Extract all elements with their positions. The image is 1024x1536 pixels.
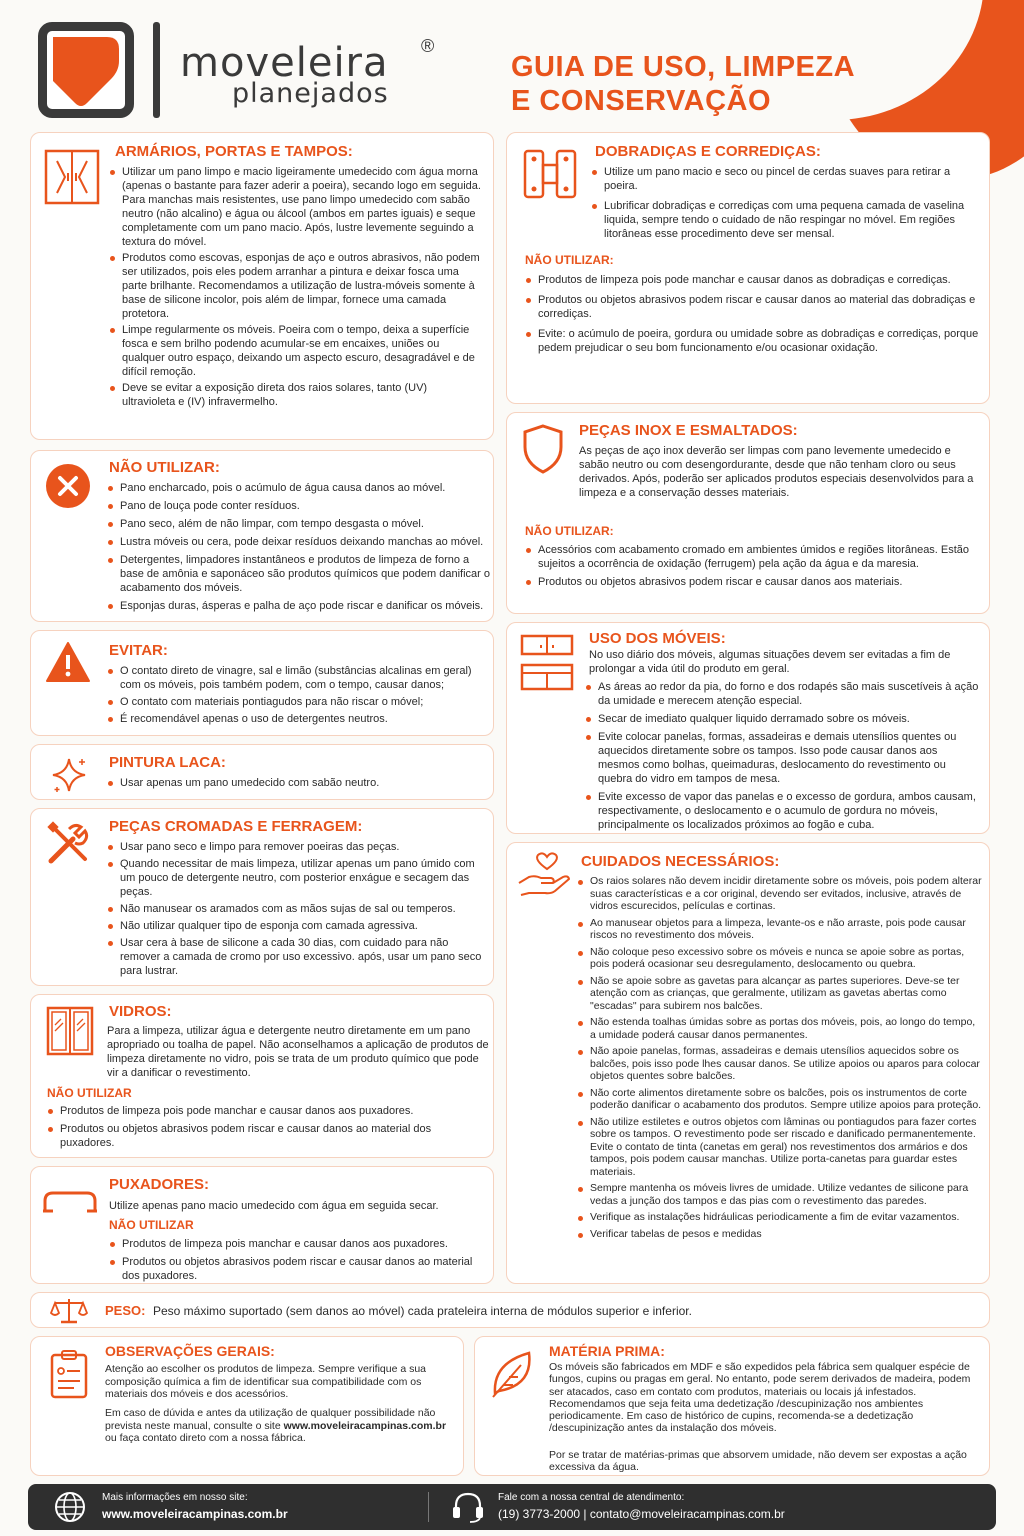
card-text-2: Por se tratar de matérias-primas que absorvem umidade, não devem ser expostas a ação excessiva da água. <box>549 1449 967 1474</box>
hinge-icon <box>521 147 579 201</box>
card-subtitle: NÃO UTILIZAR: <box>525 253 614 267</box>
list <box>107 840 491 978</box>
list-item: Deve se evitar a exposição direta dos raios solares, tanto (UV) ultravioleta e (IV) infravermelho. <box>109 381 483 409</box>
list-item: Produtos ou objetos abrasivos podem riscar e causar danos ao material dos puxadores. <box>109 1255 489 1283</box>
list <box>585 680 981 832</box>
list-item: Não apoie panelas, formas, assadeiras e demais utensílios aquecidos sobre os balcões, pois isso pode lhes causar danos. Se utilize apoios ou aparos para colocar objetos quentes sobre balcões. <box>577 1045 983 1083</box>
card-text: Utilize apenas pano macio umedecido com água em seguida secar. <box>109 1200 439 1212</box>
card-dobradicas <box>506 132 990 404</box>
card-armarios <box>30 132 494 440</box>
card-title: CUIDADOS NECESSÁRIOS: <box>581 853 780 870</box>
card-vidros <box>30 994 494 1158</box>
list-item: Não utilize estiletes e outros objetos com lâminas ou pontiagudos para fazer cortes sobre os tampos. O revestimento pode ser riscado e danificado permanentemente. Evite o contato de tinta (canetas em geral) nos revestimentos dos armários e dos tampos, pois podem causar manchas. Utilize porta-canetas para guardar estes materiais. <box>577 1116 983 1179</box>
list-item: Utilizar um pano limpo e macio ligeiramente umedecido com água morna (apenas o bastante para fazer aderir a poeira), secando logo em seguida. Para manchas mais resistentes, use pano limpo umedecido com sabão neutro (não alcalino) e água ou álcool (ambos em partes iguais) e seque completamente com um pano macio. Após, lustre levemente seguindo a textura do móvel. <box>109 165 483 249</box>
brand-registered: ® <box>421 36 435 56</box>
card-title: EVITAR: <box>109 642 168 659</box>
text-part: ou faça contato direto com a nossa fábrica. <box>105 1432 306 1444</box>
card-subtitle: NÃO UTILIZAR: <box>525 524 614 538</box>
list-item: Evite excesso de vapor das panelas e o excesso de gordura, ambos causam, respectivamente, o deslocamento e o acumulo de gordura no móveis, principalmente os localizados próximos ao fogão e cuba. <box>585 790 981 832</box>
card-inox <box>506 412 990 614</box>
list-item: Ao manusear objetos para a limpeza, levante-os e não arraste, pois pode causar riscos no revestimento dos móveis. <box>577 917 983 942</box>
card-text: As peças de aço inox deverão ser limpas com pano levemente umedecido e sabão neutro ou com desengordurante, desde que não tenham cloro ou seus derivados. Após, poderão ser aplicados produtos especiais desenvolvidos para a limpeza e a conservação desses materiais. <box>579 445 974 499</box>
card-text: Atenção ao escolher os produtos de limpeza. Sempre verifique a sua composição química a fim de identificar sua compatibilidade com os materiais dos móveis e dos acessórios. <box>105 1363 427 1400</box>
window-icon <box>45 1005 95 1057</box>
list-item: Usar pano seco e limpo para remover poeiras das peças. <box>107 840 491 854</box>
list-item: Utilize um pano macio e seco ou pincel de cerdas suaves para retirar a poeira. <box>591 165 981 193</box>
leaf-icon <box>489 1349 535 1399</box>
shield-icon <box>521 423 565 475</box>
card-title: PEÇAS CROMADAS E FERRAGEM: <box>109 818 363 835</box>
list <box>577 875 983 1240</box>
card-puxadores <box>30 1166 494 1284</box>
card-evitar <box>30 630 494 736</box>
clipboard-icon <box>49 1349 89 1399</box>
list-item: Produtos como escovas, esponjas de aço e outros abrasivos, não podem ser utilizados, pois eles podem arranhar a pintura e deixar fosca uma parte brilhante. Recomendamos a utilização de lustra-móveis somente à base de silicone incolor, pois além de limpar, fornece uma camada protetora. <box>109 251 483 321</box>
card-subtitle: NÃO UTILIZAR <box>109 1218 194 1232</box>
list-item: Usar cera à base de silicone a cada 30 dias, com cuidado para não remover a camada de cromo por uso excessivo. após, usar um pano seco para lustrar. <box>107 936 491 978</box>
card-title: NÃO UTILIZAR: <box>109 459 220 476</box>
card-title: DOBRADIÇAS E CORREDIÇAS: <box>595 143 821 160</box>
logo-divider <box>153 22 160 118</box>
list-item: Os raios solares não devem incidir diretamente sobre os móveis, pois podem alterar suas características e a cor original, devendo ser evitados, inclusive, através de vidros escurecidos, películas e cortinas. <box>577 875 983 913</box>
headset-icon <box>450 1490 486 1524</box>
tools-icon <box>45 821 91 867</box>
list-item: Não coloque peso excessivo sobre os móveis e nunca se apoie sobre as portas, pois poderá ocasionar seu desregulamento, deslocamento ou quebra. <box>577 946 983 971</box>
list-item: Secar de imediato qualquer liquido derramado sobre os móveis. <box>585 712 981 726</box>
card-text: Os móveis são fabricados em MDF e são expedidos pela fábrica sem qualquer espécie de fungos, cupins ou pragas em geral. No entanto, pode serem derivados de madeira, podem ser atacados, caso em contato com produtos, materiais ou locais já infestados. Recomendamos que seja feita uma dedetização /descupinização nos ambientes periodicamente. Em caso de histórico de cupins, recomenda-se a dedetização /descupinização antes da instalação dos móveis. <box>549 1361 971 1435</box>
list-item: Lubrificar dobradiças e corrediças com uma pequena camada de vaselina liquida, sempre tendo o cuidado de não respingar no móvel. Em regiões litorâneas esse procedimento deve ser mensal. <box>591 199 981 241</box>
text-part: Em caso de dúvida e antes da utilização de qualquer possibilidade não prevista neste manual, consulte o site <box>105 1407 436 1432</box>
wardrobe-icon <box>43 147 101 207</box>
title-line-2: E CONSERVAÇÃO <box>511 85 772 117</box>
kitchen-cabinet-icon <box>519 633 575 691</box>
logo-mark <box>38 22 134 118</box>
peso-label: PESO: <box>105 1303 146 1318</box>
footer-info-label: Mais informações em nosso site: <box>102 1492 248 1503</box>
list <box>47 1104 487 1150</box>
sparkle-icon <box>49 755 89 795</box>
list <box>107 776 491 790</box>
card-title: PEÇAS INOX E ESMALTADOS: <box>579 422 798 439</box>
card-observacoes <box>30 1336 464 1476</box>
list-item: Verificar tabelas de pesos e medidas <box>577 1228 983 1241</box>
card-cuidados <box>506 842 990 1284</box>
list-item: Não estenda toalhas úmidas sobre as portas dos móveis, pois, ao longo do tempo, a umidade poderá causar danos permanentes. <box>577 1016 983 1041</box>
list <box>591 165 981 241</box>
list-item: O contato direto de vinagre, sal e limão (substâncias alcalinas em geral) com os móveis, pois também podem, com o tempo, causar danos; <box>107 664 491 692</box>
list-item: Produtos ou objetos abrasivos podem riscar e causar danos aos materiais. <box>525 575 981 589</box>
list-item: Produtos ou objetos abrasivos podem riscar e causar danos ao material dos puxadores. <box>47 1122 487 1150</box>
list-item: Não manusear os aramados com as mãos sujas de sal ou temperos. <box>107 902 491 916</box>
list-item: Produtos de limpeza pois manchar e causar danos aos puxadores. <box>109 1237 489 1251</box>
list-item: Pano seco, além de não limpar, com tempo desgasta o móvel. <box>107 517 491 531</box>
list-item: Esponjas duras, ásperas e palha de aço pode riscar e danificar os móveis. <box>107 599 491 613</box>
list <box>109 1237 489 1283</box>
list-item: Lustra móveis ou cera, pode deixar resíduos deixando manchas ao móvel. <box>107 535 491 549</box>
list <box>107 481 491 613</box>
card-subtitle: NÃO UTILIZAR <box>47 1086 132 1100</box>
card-text: No uso diário dos móveis, algumas situações devem ser evitadas a fim de prolongar a vida útil do produto em geral. <box>589 649 951 675</box>
warning-icon <box>45 641 91 683</box>
list-item: As áreas ao redor da pia, do forno e dos rodapés são mais suscetíveis à ação da umidade e merecem atenção especial. <box>585 680 981 708</box>
list-item: É recomendável apenas o uso de detergentes neutros. <box>107 712 491 726</box>
handle-icon <box>41 1185 99 1215</box>
list-item: Não utilizar qualquer tipo de esponja com camada agressiva. <box>107 919 491 933</box>
list <box>107 664 491 726</box>
scale-icon <box>49 1297 89 1325</box>
list-item: O contato com materiais pontiagudos para não riscar o móvel; <box>107 695 491 709</box>
globe-icon <box>54 1491 86 1523</box>
card-title: VIDROS: <box>109 1003 172 1020</box>
card-title: PUXADORES: <box>109 1176 210 1193</box>
card-uso-moveis <box>506 622 990 834</box>
list-item: Detergentes, limpadores instantâneos e produtos de limpeza de forno a base de amônia e saponáceo são produtos químicos que podem danificar o acabamento dos móveis. <box>107 553 491 595</box>
list-item: Não corte alimentos diretamente sobre os balcões, pois os instrumentos de corte poderão danificar o acabamento dos produtos. Sempre utilize apoios para proteção. <box>577 1087 983 1112</box>
list-item: Não se apoie sobre as gavetas para alcançar as partes superiores. Deve-se ter atenção com as crianças, que geralmente, utilizam as gavetas abertas como "escadas" para subirem nos balcões. <box>577 975 983 1013</box>
list-item: Produtos ou objetos abrasivos podem riscar e causar danos ao material das dobradiças e corrediças. <box>525 293 981 321</box>
list-item: Quando necessitar de mais limpeza, utilizar apenas um pano úmido com um pouco de detergente neutro, com posterior enxágue e secagem das peças. <box>107 857 491 899</box>
card-title: OBSERVAÇÕES GERAIS: <box>105 1343 275 1359</box>
list-item: Pano de louça pode conter resíduos. <box>107 499 491 513</box>
list-item: Usar apenas um pano umedecido com sabão neutro. <box>107 776 491 790</box>
list-item: Sempre mantenha os móveis livres de umidade. Utilize vedantes de silicone para vedas a junção dos tampos e das pias com o revestimento das paredes. <box>577 1182 983 1207</box>
card-pintura <box>30 744 494 800</box>
peso-text: Peso máximo suportado (sem danos ao móvel) cada prateleira interna de módulos superior e inferior. <box>153 1304 692 1318</box>
card-text-2 <box>105 1407 455 1445</box>
list-item: Evite colocar panelas, formas, assadeiras e demais utensílios quentes ou aquecidos diretamente sobre os tampos. Isso pode causar danos aos mesmos como bolhas, queimaduras, deslocamento do revestimento ou quebra do vidro em tampos de mesa. <box>585 730 981 786</box>
list-item: Produtos de limpeza pois pode manchar e causar danos as dobradiças e corrediças. <box>525 273 981 287</box>
card-materia-prima <box>474 1336 990 1476</box>
page-title <box>511 50 855 118</box>
footer-contact-value[interactable]: (19) 3773-2000 | contato@moveleiracampinas.com.br <box>498 1507 785 1521</box>
list-item: Produtos de limpeza pois pode manchar e causar danos aos puxadores. <box>47 1104 487 1118</box>
close-circle-icon <box>45 463 91 509</box>
list-item: Pano encharcado, pois o acúmulo de água causa danos ao móvel. <box>107 481 491 495</box>
footer-divider <box>428 1492 429 1522</box>
list-item: Limpe regularmente os móveis. Poeira com o tempo, deixa a superfície fosca e sem brilho podendo acumular-se em encaixes, uniões ou qualquer outro espaço, deixando um aspecto escuro, desagradável e de difícil remoção. <box>109 323 483 379</box>
title-line-1: GUIA DE USO, LIMPEZA <box>511 51 856 83</box>
care-hand-icon <box>517 851 571 897</box>
list <box>525 273 981 355</box>
list-item: Evite: o acúmulo de poeira, gordura ou umidade sobre as dobradiças e corrediças, porque pedem prejudicar o seu bom funcionamento e/ou ocasionar oxidação. <box>525 327 981 355</box>
list-item: Acessórios com acabamento cromado em ambientes úmidos e regiões litorâneas. Estão sujeitos a ocorrência de oxidação (ferrugem) pela ação da água e da maresia. <box>525 543 981 571</box>
card-text: Para a limpeza, utilizar água e detergente neutro diretamente em um pano apropriado ou toalha de papel. Não aconselhamos a aplicação de produtos de limpeza diretamente no vidro, pois se trata de um produto químico que pode vir a danificar o revestimento. <box>107 1025 489 1079</box>
card-title: USO DOS MÓVEIS: <box>589 630 726 647</box>
site-link[interactable]: www.moveleiracampinas.com.br <box>283 1419 447 1432</box>
card-title: ARMÁRIOS, PORTAS E TAMPOS: <box>115 143 353 160</box>
card-peso <box>30 1292 990 1328</box>
brand-subtitle: planejados <box>232 78 389 109</box>
brand-name: moveleira <box>180 40 389 86</box>
footer-site-link[interactable]: www.moveleiracampinas.com.br <box>102 1507 288 1521</box>
list-item: Verifique as instalações hidráulicas periodicamente a fim de evitar vazamentos. <box>577 1211 983 1224</box>
list <box>525 543 981 589</box>
card-title: MATÉRIA PRIMA: <box>549 1343 665 1359</box>
list <box>109 165 483 409</box>
footer <box>28 1484 996 1530</box>
card-title: PINTURA LACA: <box>109 754 226 771</box>
card-nao-utilizar <box>30 450 494 622</box>
card-cromadas <box>30 808 494 986</box>
footer-contact-label: Fale com a nossa central de atendimento: <box>498 1492 685 1503</box>
